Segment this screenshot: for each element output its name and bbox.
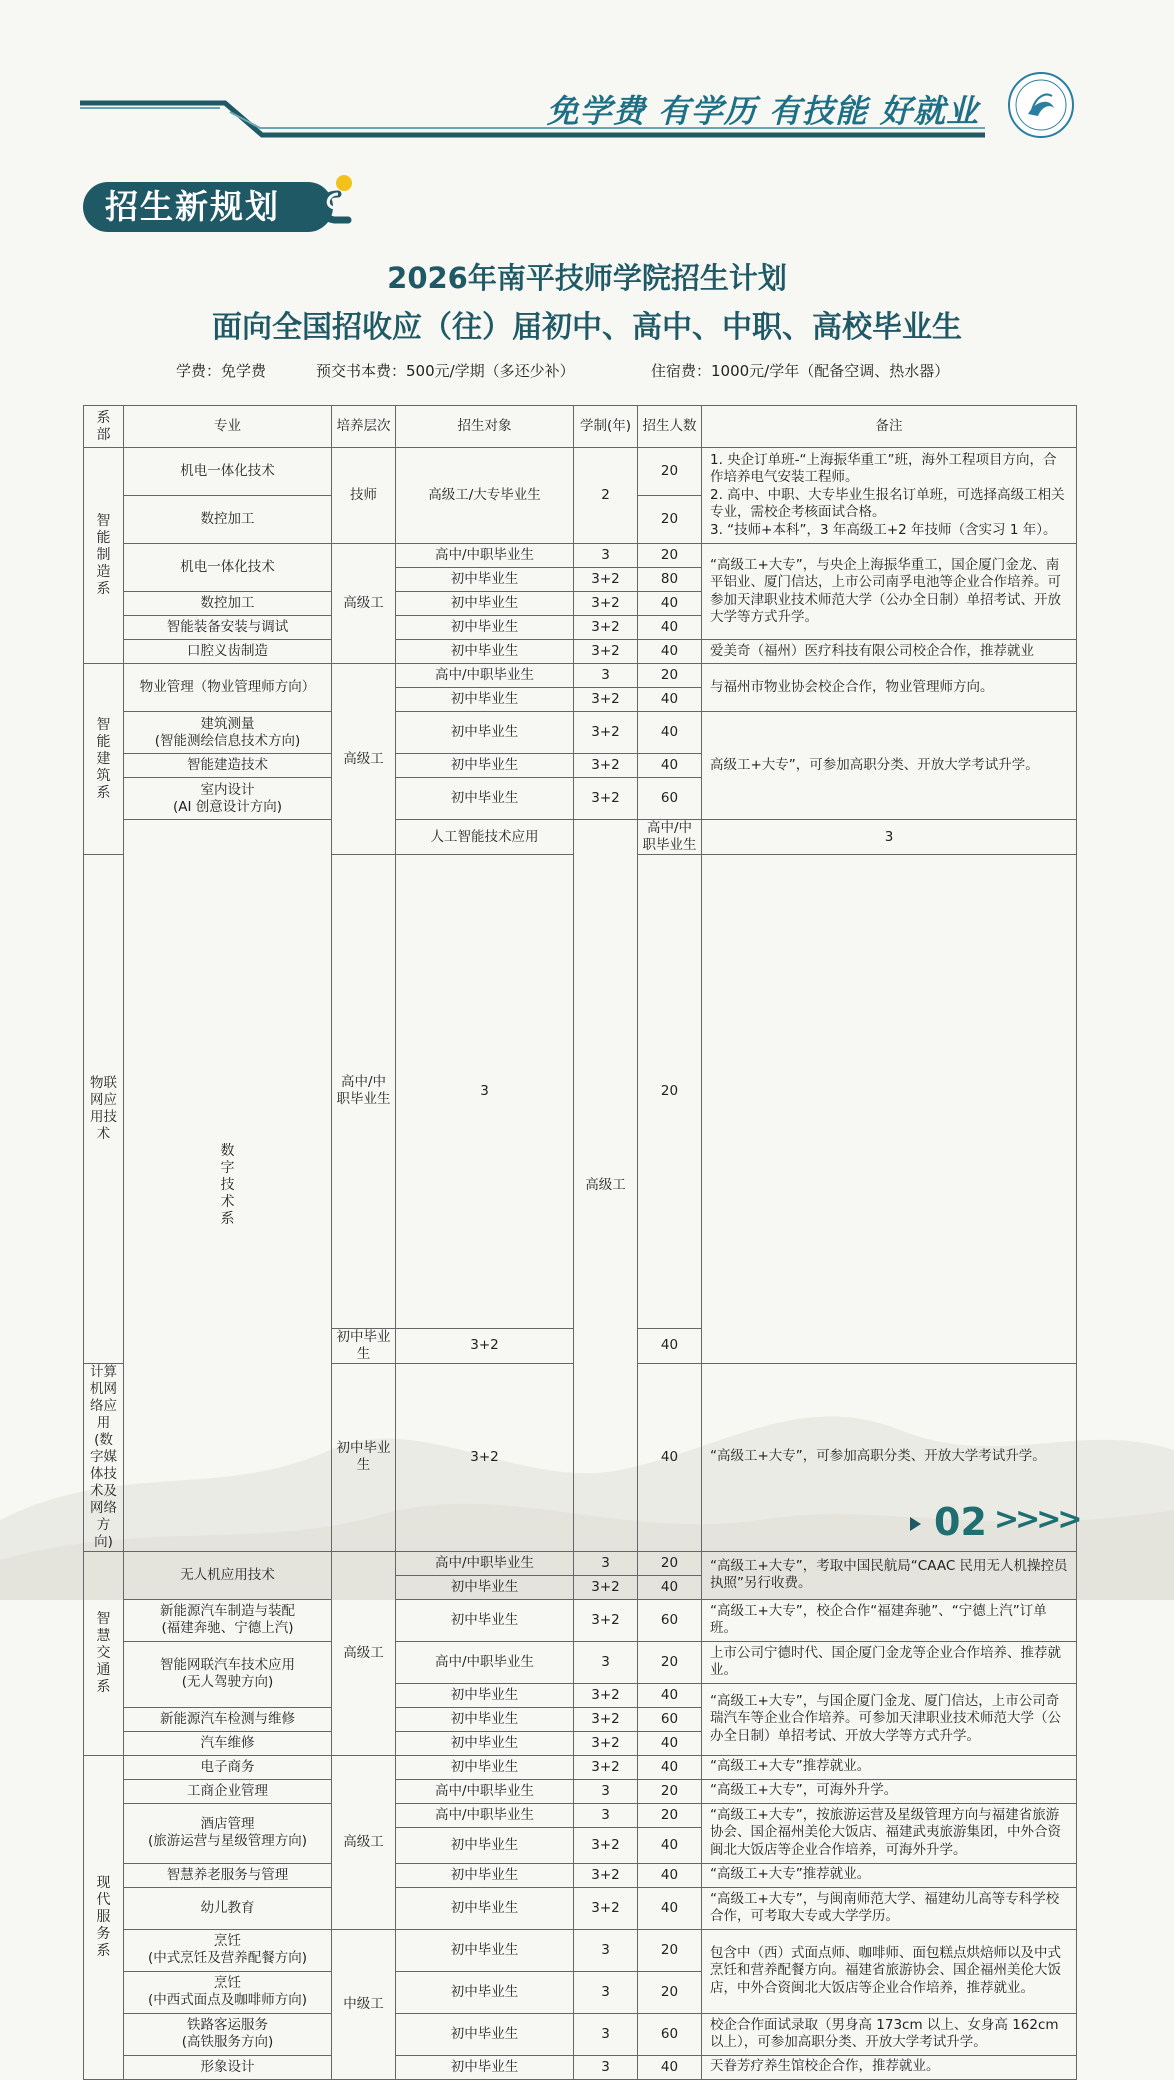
table-row bbox=[84, 544, 1077, 568]
target-cell: 初中毕业生 bbox=[396, 1683, 574, 1707]
target-cell: 高中/中职毕业生 bbox=[332, 855, 396, 1329]
years-cell: 3 bbox=[574, 1779, 638, 1803]
major-cell: 烹饪 (中式烹饪及营养配餐方向) bbox=[124, 1929, 332, 1971]
header-years: 学制(年) bbox=[574, 406, 638, 448]
years-cell: 3+2 bbox=[574, 592, 638, 616]
note-cell: “高级工+大专”，可参加高职分类、开放大学考试升学。 bbox=[702, 1363, 1077, 1551]
count-cell: 20 bbox=[638, 1971, 702, 2013]
major-cell: 物联网应用技术 bbox=[84, 855, 124, 1364]
major-cell: 计算机网络应用 (数字媒体技术及网络方向) bbox=[84, 1363, 124, 1551]
table-row bbox=[84, 1779, 1077, 1803]
enrollment-table bbox=[83, 405, 1077, 2080]
years-cell: 3+2 bbox=[574, 712, 638, 754]
note-cell: “高级工+大专”推荐就业。 bbox=[702, 1755, 1077, 1779]
target-cell: 初中毕业生 bbox=[396, 1863, 574, 1887]
major-cell: 新能源汽车检测与维修 bbox=[124, 1707, 332, 1731]
level-cell: 技师 bbox=[332, 448, 396, 544]
target-cell: 初中毕业生 bbox=[396, 1971, 574, 2013]
major-cell: 无人机应用技术 bbox=[124, 1551, 332, 1599]
major-cell: 电子商务 bbox=[124, 1755, 332, 1779]
count-cell: 40 bbox=[638, 2055, 702, 2079]
target-cell: 初中毕业生 bbox=[396, 616, 574, 640]
level-cell: 高级工 bbox=[332, 664, 396, 855]
target-cell: 初中毕业生 bbox=[396, 1887, 574, 1929]
note-cell: “高级工+大专”，与央企上海振华重工，国企厦门金龙、南平铝业、厦门信达，上市公司南孚电池等企业合作培养。可参加天津职业技术师范大学（公办全日制）单招考试、开放大学等方式升学。 bbox=[702, 544, 1077, 640]
major-cell: 智慧养老服务与管理 bbox=[124, 1863, 332, 1887]
years-cell: 3+2 bbox=[574, 1863, 638, 1887]
count-cell: 40 bbox=[638, 616, 702, 640]
target-cell: 初中毕业生 bbox=[396, 1731, 574, 1755]
target-cell: 初中毕业生 bbox=[396, 712, 574, 754]
count-cell: 20 bbox=[638, 855, 702, 1329]
years-cell: 3 bbox=[574, 664, 638, 688]
years-cell: 3+2 bbox=[574, 640, 638, 664]
target-cell: 初中毕业生 bbox=[396, 2055, 574, 2079]
major-cell: 幼儿教育 bbox=[124, 1887, 332, 1929]
major-cell: 室内设计 (AI 创意设计方向) bbox=[124, 778, 332, 820]
years-cell: 3 bbox=[574, 1551, 638, 1575]
count-cell: 60 bbox=[638, 778, 702, 820]
table-row bbox=[84, 1863, 1077, 1887]
count-cell: 20 bbox=[638, 1641, 702, 1683]
years-cell: 3+2 bbox=[574, 1827, 638, 1863]
note-cell: 包含中（西）式面点师、咖啡师、面包糕点烘焙师以及中式烹饪和营养配餐方向。福建省旅游协会、国企福州美伦大饭店，中外合资闽北大饭店等企业合作培养，推荐就业。 bbox=[702, 1929, 1077, 2013]
note-cell: “高级工+大专”，可海外升学。 bbox=[702, 1779, 1077, 1803]
table-row bbox=[84, 1929, 1077, 1971]
count-cell: 40 bbox=[638, 1887, 702, 1929]
years-cell: 3 bbox=[574, 2013, 638, 2055]
header-major: 专业 bbox=[124, 406, 332, 448]
note-cell: 天眷芳疗养生馆校企合作，推荐就业。 bbox=[702, 2055, 1077, 2079]
major-cell: 智能装备安装与调试 bbox=[124, 616, 332, 640]
dept-cell: 数字技术系 bbox=[124, 820, 332, 1552]
target-cell: 高中/中职毕业生 bbox=[396, 1779, 574, 1803]
count-cell: 40 bbox=[638, 592, 702, 616]
table-row bbox=[84, 1803, 1077, 1827]
major-cell: 工商企业管理 bbox=[124, 1779, 332, 1803]
count-cell: 80 bbox=[638, 568, 702, 592]
major-cell: 建筑测量 (智能测绘信息技术方向) bbox=[124, 712, 332, 754]
target-cell: 高中/中职毕业生 bbox=[396, 1551, 574, 1575]
table-row bbox=[84, 640, 1077, 664]
years-cell: 3 bbox=[574, 1803, 638, 1827]
major-cell: 机电一体化技术 bbox=[124, 448, 332, 496]
count-cell: 40 bbox=[638, 1827, 702, 1863]
years-cell: 3 bbox=[574, 1971, 638, 2013]
count-cell: 60 bbox=[638, 1707, 702, 1731]
years-cell: 3 bbox=[574, 2055, 638, 2079]
page-subtitle: 面向全国招收应（往）届初中、高中、中职、高校毕业生 bbox=[212, 310, 962, 345]
school-logo-icon bbox=[1006, 70, 1076, 140]
table-row bbox=[84, 2055, 1077, 2079]
count-cell: 20 bbox=[638, 1803, 702, 1827]
target-cell: 初中毕业生 bbox=[396, 2013, 574, 2055]
major-cell: 新能源汽车制造与装配 (福建奔驰、宁德上汽) bbox=[124, 1599, 332, 1641]
years-cell: 3+2 bbox=[396, 1363, 574, 1551]
count-cell: 40 bbox=[638, 1363, 702, 1551]
target-cell: 高中/中职毕业生 bbox=[638, 820, 702, 855]
note-cell: 上市公司宁德时代、国企厦门金龙等企业合作培养、推荐就业。 bbox=[702, 1641, 1077, 1683]
major-cell: 数控加工 bbox=[124, 496, 332, 544]
years-cell: 3 bbox=[574, 544, 638, 568]
years-cell: 3+2 bbox=[574, 754, 638, 778]
count-cell: 40 bbox=[638, 754, 702, 778]
page-number bbox=[910, 1500, 1080, 1550]
dept-cell: 智能制造系 bbox=[84, 448, 124, 664]
count-cell: 20 bbox=[638, 544, 702, 568]
target-cell: 高中/中职毕业生 bbox=[396, 1803, 574, 1827]
target-cell: 高级工/大专毕业生 bbox=[396, 448, 574, 544]
table-row bbox=[84, 1599, 1077, 1641]
page-number-value: 02 bbox=[934, 1500, 987, 1544]
target-cell: 高中/中职毕业生 bbox=[396, 1641, 574, 1683]
note-cell: “高级工+大专”，考取中国民航局“CAAC 民用无人机操控员执照”另行收费。 bbox=[702, 1551, 1077, 1599]
note-cell: 1. 央企订单班-“上海振华重工”班，海外工程项目方向，合作培养电气安装工程师。 2. 高中、中职、大专毕业生报名订单班，可选择高级工相关专业，需校企考核面试合格。 3. “技师+本科”，3 年高级工+2 年技师（含实习 1 年）。 bbox=[702, 448, 1077, 544]
slogan: 免学费 有学历 有技能 好就业 bbox=[546, 92, 979, 130]
level-cell: 高级工 bbox=[574, 820, 638, 1552]
count-cell: 40 bbox=[638, 1683, 702, 1707]
years-cell: 3+2 bbox=[574, 616, 638, 640]
major-cell: 口腔义齿制造 bbox=[124, 640, 332, 664]
count-cell: 40 bbox=[638, 1863, 702, 1887]
header-level: 培养层次 bbox=[332, 406, 396, 448]
header-decoration bbox=[0, 0, 1174, 160]
book-fee: 预交书本费：500元/学期（多还少补） bbox=[316, 362, 575, 380]
count-cell: 20 bbox=[638, 496, 702, 544]
major-cell: 形象设计 bbox=[124, 2055, 332, 2079]
years-cell: 3 bbox=[702, 820, 1077, 855]
years-cell: 3+2 bbox=[574, 1575, 638, 1599]
note-cell: 爱美奇（福州）医疗科技有限公司校企合作，推荐就业 bbox=[702, 640, 1077, 664]
major-cell: 智能网联汽车技术应用 (无人驾驶方向) bbox=[124, 1641, 332, 1707]
header-count: 招生人数 bbox=[638, 406, 702, 448]
years-cell: 3 bbox=[574, 1641, 638, 1683]
note-cell: 与福州市物业协会校企合作，物业管理师方向。 bbox=[702, 664, 1077, 712]
table-row bbox=[84, 820, 1077, 855]
header-dept: 系部 bbox=[84, 406, 124, 448]
target-cell: 高中/中职毕业生 bbox=[396, 664, 574, 688]
count-cell: 40 bbox=[638, 640, 702, 664]
years-cell: 3+2 bbox=[574, 778, 638, 820]
target-cell: 初中毕业生 bbox=[332, 1363, 396, 1551]
level-cell: 高级工 bbox=[332, 1755, 396, 1929]
table-row bbox=[84, 712, 1077, 754]
years-cell: 3+2 bbox=[574, 568, 638, 592]
major-cell: 数控加工 bbox=[124, 592, 332, 616]
major-cell: 人工智能技术应用 bbox=[396, 820, 574, 855]
count-cell: 20 bbox=[638, 1929, 702, 1971]
tuition-fee: 学费：免学费 bbox=[176, 362, 267, 380]
table-header-row bbox=[84, 406, 1077, 448]
count-cell: 60 bbox=[638, 2013, 702, 2055]
target-cell: 初中毕业生 bbox=[396, 754, 574, 778]
table-row bbox=[84, 448, 1077, 496]
table-row bbox=[84, 2013, 1077, 2055]
table-row bbox=[84, 1755, 1077, 1779]
years-cell: 3+2 bbox=[574, 1707, 638, 1731]
count-cell: 20 bbox=[638, 1551, 702, 1575]
count-cell: 60 bbox=[638, 1599, 702, 1641]
target-cell: 初中毕业生 bbox=[396, 1929, 574, 1971]
target-cell: 初中毕业生 bbox=[396, 592, 574, 616]
count-cell: 40 bbox=[638, 688, 702, 712]
target-cell: 初中毕业生 bbox=[396, 688, 574, 712]
section-badge: 招生新规划 bbox=[83, 182, 333, 232]
target-cell: 初中毕业生 bbox=[396, 1599, 574, 1641]
years-cell: 3+2 bbox=[574, 1731, 638, 1755]
target-cell: 初中毕业生 bbox=[396, 568, 574, 592]
count-cell: 40 bbox=[638, 1575, 702, 1599]
years-cell: 3+2 bbox=[574, 1599, 638, 1641]
dept-cell: 智慧交通系 bbox=[84, 1551, 124, 1755]
target-cell: 初中毕业生 bbox=[332, 1328, 396, 1363]
target-cell: 初中毕业生 bbox=[396, 640, 574, 664]
major-cell: 铁路客运服务 (高铁服务方向) bbox=[124, 2013, 332, 2055]
major-cell: 物业管理（物业管理师方向） bbox=[124, 664, 332, 712]
triangle-icon bbox=[910, 1517, 921, 1531]
years-cell: 3+2 bbox=[574, 1683, 638, 1707]
note-cell: “高级工+大专”推荐就业。 bbox=[702, 1863, 1077, 1887]
page-title: 2026年南平技师学院招生计划 bbox=[387, 261, 787, 295]
badge-decoration bbox=[300, 172, 370, 236]
target-cell: 初中毕业生 bbox=[396, 1827, 574, 1863]
count-cell: 20 bbox=[638, 1779, 702, 1803]
years-cell: 2 bbox=[574, 448, 638, 544]
major-cell: 智能建造技术 bbox=[124, 754, 332, 778]
years-cell: 3+2 bbox=[574, 1887, 638, 1929]
target-cell: 初中毕业生 bbox=[396, 1575, 574, 1599]
target-cell: 初中毕业生 bbox=[396, 778, 574, 820]
table-row bbox=[84, 664, 1077, 688]
level-cell: 高级工 bbox=[332, 544, 396, 664]
dept-cell: 智能建筑系 bbox=[84, 664, 124, 855]
count-cell: 20 bbox=[638, 448, 702, 496]
target-cell: 初中毕业生 bbox=[396, 1707, 574, 1731]
major-cell: 汽车维修 bbox=[124, 1731, 332, 1755]
level-cell: 中级工 bbox=[332, 1929, 396, 2079]
level-cell: 高级工 bbox=[332, 1551, 396, 1755]
years-cell: 3+2 bbox=[574, 688, 638, 712]
header-target: 招生对象 bbox=[396, 406, 574, 448]
dept-cell: 现代服务系 bbox=[84, 1755, 124, 2079]
table-row bbox=[84, 1887, 1077, 1929]
target-cell: 初中毕业生 bbox=[396, 1755, 574, 1779]
count-cell: 40 bbox=[638, 712, 702, 754]
table-row bbox=[84, 1551, 1077, 1575]
note-cell: “高级工+大专”，校企合作“福建奔驰”、“宁德上汽”订单班。 bbox=[702, 1599, 1077, 1641]
note-cell: “高级工+大专”，与国企厦门金龙、厦门信达，上市公司奇瑞汽车等企业合作培养。可参加天津职业技术师范大学（公办全日制）单招考试、开放大学等方式升学。 bbox=[702, 1683, 1077, 1755]
note-cell: “高级工+大专”，与闽南师范大学、福建幼儿高等专科学校合作，可考取大专或大学学历。 bbox=[702, 1887, 1077, 1929]
chevron-right-icon: >>>> bbox=[994, 1502, 1079, 1537]
header-note: 备注 bbox=[702, 406, 1077, 448]
table-row bbox=[84, 1641, 1077, 1683]
count-cell: 40 bbox=[638, 1328, 702, 1363]
major-cell: 酒店管理 (旅游运营与星级管理方向) bbox=[124, 1803, 332, 1863]
years-cell: 3 bbox=[396, 855, 574, 1329]
years-cell: 3+2 bbox=[574, 1755, 638, 1779]
count-cell: 40 bbox=[638, 1731, 702, 1755]
count-cell: 40 bbox=[638, 1755, 702, 1779]
years-cell: 3+2 bbox=[396, 1328, 574, 1363]
dorm-fee: 住宿费：1000元/学年（配备空调、热水器） bbox=[651, 362, 950, 380]
major-cell: 机电一体化技术 bbox=[124, 544, 332, 592]
count-cell: 20 bbox=[638, 664, 702, 688]
note-cell: “高级工+大专”，按旅游运营及星级管理方向与福建省旅游协会、国企福州美伦大饭店、福建武夷旅游集团，中外合资闽北大饭店等企业合作培养，可海外升学。 bbox=[702, 1803, 1077, 1863]
years-cell: 3 bbox=[574, 1929, 638, 1971]
note-cell: 校企合作面试录取（男身高 173cm 以上、女身高 162cm 以上），可参加高职分类、开放大学考试升学。 bbox=[702, 2013, 1077, 2055]
note-cell: 高级工+大专”，可参加高职分类、开放大学考试升学。 bbox=[702, 712, 1077, 820]
major-cell: 烹饪 (中西式面点及咖啡师方向) bbox=[124, 1971, 332, 2013]
target-cell: 高中/中职毕业生 bbox=[396, 544, 574, 568]
